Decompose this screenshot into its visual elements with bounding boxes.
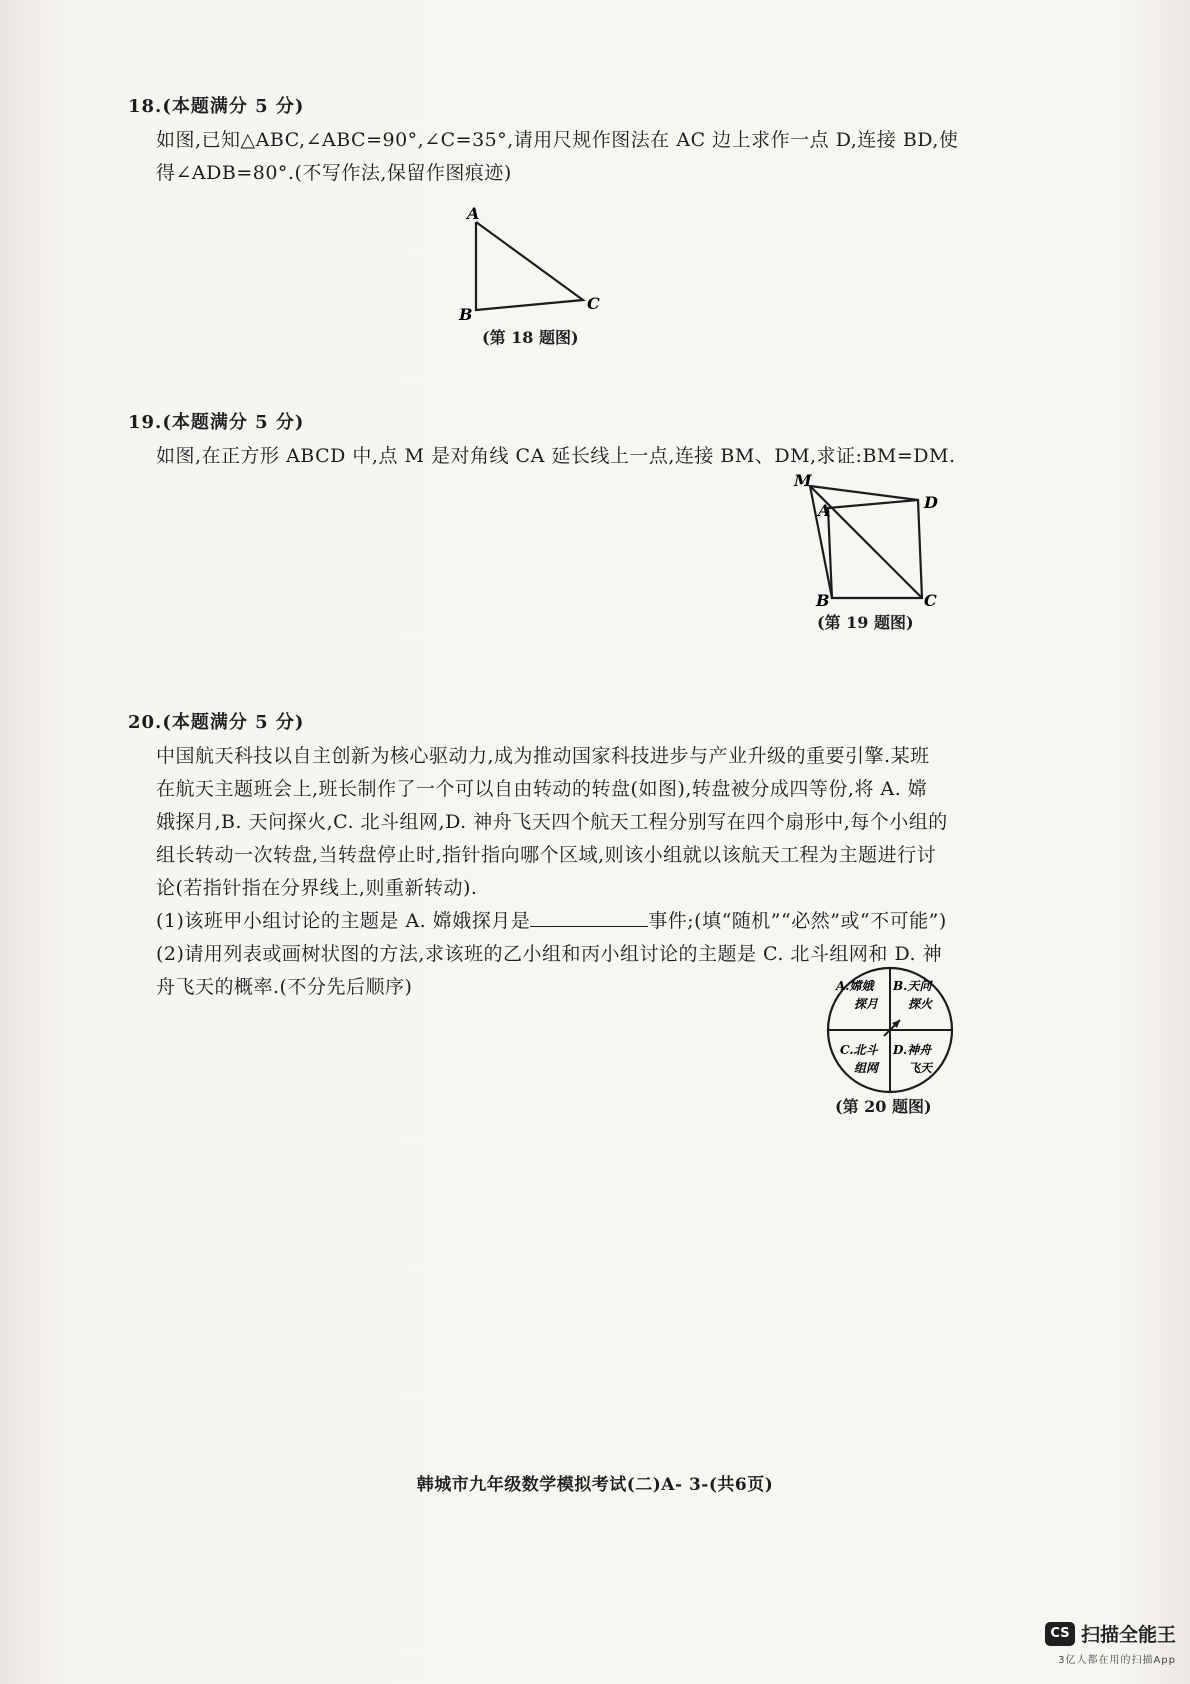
question-text-line: 得∠ADB=80°.(不写作法,保留作图痕迹) [156, 162, 512, 184]
watermark-tagline: 3亿人都在用的扫描App [1058, 1655, 1176, 1666]
point-label-m: M [794, 471, 812, 490]
vertex-label-a: A [467, 204, 480, 223]
part-1: (1)该班甲小组讨论的主题是 A. 嫦娥探月是 事件;(填“随机”“必然”或“不可能”) [128, 905, 1028, 938]
vertex-label-b: B [459, 305, 473, 324]
part-2-line: (2)请用列表或画树状图的方法,求该班的乙小组和丙小组讨论的主题是 C. 北斗组网和 D. 神 [156, 943, 943, 965]
question-18 [128, 92, 1028, 190]
vertex-label-c: C [587, 294, 600, 313]
question-text-line: 中国航天科技以自主创新为核心驱动力,成为推动国家科技进步与产业升级的重要引擎.某班 [156, 745, 930, 767]
question-score: (本题满分 5 分) [162, 412, 305, 433]
question-20 [128, 708, 1028, 1004]
point-label-b: B [816, 591, 830, 610]
answer-blank [530, 906, 648, 927]
figure-19-caption: (第 19 题图) [817, 613, 914, 632]
sector-d-label-2: 飞天 [908, 1061, 933, 1075]
page-footer: 韩城市九年级数学模拟考试(二)A- 3-(共6页) [416, 1475, 774, 1495]
part-2-line: 舟飞天的概率.(不分先后顺序) [156, 976, 413, 998]
scanner-watermark [1045, 1620, 1176, 1666]
question-score: (本题满分 5 分) [162, 96, 305, 117]
sector-b-label-1: B.天问 [893, 979, 932, 993]
question-text-line: 论(若指针指在分界线上,则重新转动). [156, 877, 478, 899]
figure-18-caption: (第 18 题图) [482, 328, 579, 347]
question-number: 18. [128, 96, 163, 117]
sector-a-label-2: 探月 [854, 997, 879, 1011]
cs-logo-icon: CS [1045, 1622, 1075, 1646]
figure-18-triangle [450, 200, 620, 330]
figure-19-square [790, 470, 960, 615]
question-text-line: 在航天主题班会上,班长制作了一个可以自由转动的转盘(如图),转盘被分成四等份,将 A. 嫦 [156, 778, 928, 800]
sector-a-label-1: A.嫦娥 [836, 979, 874, 993]
point-label-d: D [924, 493, 938, 512]
question-number: 20. [128, 712, 163, 733]
question-text-line: 如图,已知△ABC,∠ABC=90°,∠C=35°,请用尺规作图法在 AC 边上求作一点 D,连接 BD,使 [156, 129, 959, 151]
question-number: 19. [128, 412, 163, 433]
figure-20-caption: (第 20 题图) [835, 1097, 932, 1116]
spinner-figure [822, 962, 958, 1098]
sector-c-label-1: C.北斗 [840, 1043, 878, 1057]
sector-d-label-1: D.神舟 [893, 1043, 932, 1057]
point-label-a: A [818, 501, 831, 520]
question-text-line: 如图,在正方形 ABCD 中,点 M 是对角线 CA 延长线上一点,连接 BM、DM,求证:BM=DM. [156, 445, 956, 467]
question-text-line: 组长转动一次转盘,当转盘停止时,指针指向哪个区域,则该小组就以该航天工程为主题进行讨 [156, 844, 937, 866]
question-score: (本题满分 5 分) [162, 712, 305, 733]
sector-c-label-2: 组网 [854, 1061, 879, 1075]
point-label-c: C [924, 591, 937, 610]
sector-b-label-2: 探火 [908, 997, 933, 1011]
question-19 [128, 408, 1028, 473]
question-text-line: 娥探月,B. 天问探火,C. 北斗组网,D. 神舟飞天四个航天工程分别写在四个扇形中,每个小组的 [156, 811, 948, 833]
watermark-name: 扫描全能王 [1080, 1624, 1176, 1646]
